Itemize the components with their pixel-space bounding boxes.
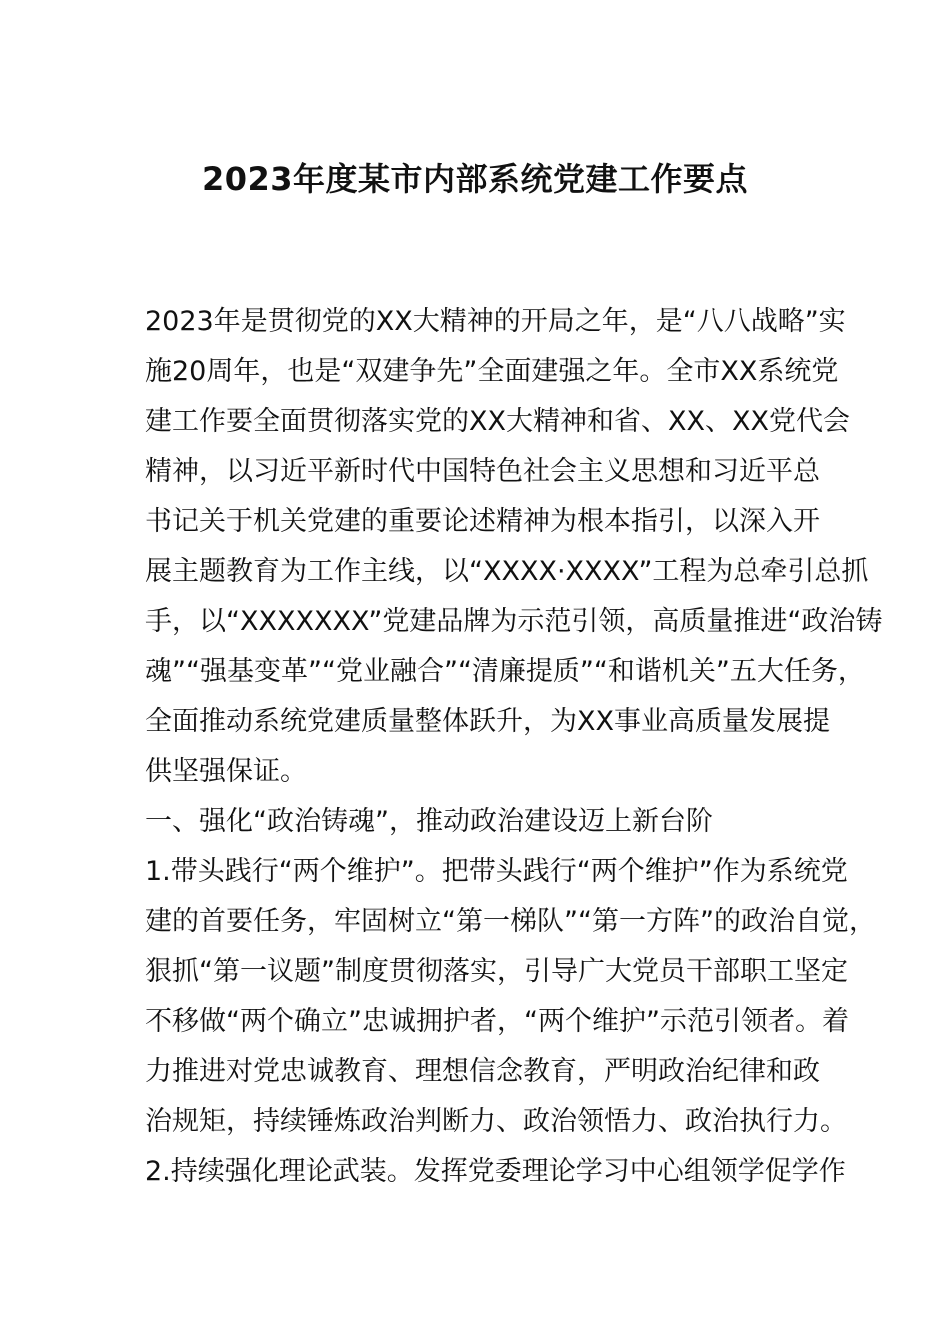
document-title: 2023年度某市内部系统党建工作要点 <box>201 160 749 198</box>
body-line: 供坚强保证。 <box>145 756 307 787</box>
body-line: 力推进对党忠诚教育、理想信念教育，严明政治纪律和政 <box>145 1056 820 1087</box>
body-line: 不移做“两个确立”忠诚拥护者，“两个维护”示范引领者。着 <box>145 1006 849 1037</box>
body-line: 施20周年，也是“双建争先”全面建强之年。全市XX系统党 <box>145 356 839 387</box>
section-heading: 一、强化“政治铸魂”，推动政治建设迈上新台阶 <box>145 806 713 837</box>
body-line: 狠抓“第一议题”制度贯彻落实，引导广大党员干部职工坚定 <box>145 956 848 987</box>
body-line: 2.持续强化理论武装。发挥党委理论学习中心组领学促学作 <box>145 1156 846 1187</box>
body-line: 魂”“强基变革”“党业融合”“清廉提质”“和谐机关”五大任务， <box>145 656 865 687</box>
body-line: 建的首要任务，牢固树立“第一梯队”“第一方阵”的政治自觉， <box>145 906 876 937</box>
body-line: 治规矩，持续锤炼政治判断力、政治领悟力、政治执行力。 <box>145 1106 847 1137</box>
body-line: 1.带头践行“两个维护”。把带头践行“两个维护”作为系统党 <box>145 856 848 887</box>
body-line: 建工作要全面贯彻落实党的XX大精神和省、XX、XX党代会 <box>145 406 850 437</box>
body-line: 全面推动系统党建质量整体跃升，为XX事业高质量发展提 <box>145 706 830 737</box>
body-line: 展主题教育为工作主线，以“XXXX·XXXX”工程为总牵引总抓 <box>145 556 869 587</box>
body-line: 手，以“XXXXXXX”党建品牌为示范引领，高质量推进“政治铸 <box>145 606 883 637</box>
document-body <box>145 297 883 1197</box>
body-line: 2023年是贯彻党的XX大精神的开局之年，是“八八战略”实 <box>145 306 846 337</box>
body-line: 精神，以习近平新时代中国特色社会主义思想和习近平总 <box>145 456 820 487</box>
body-line: 书记关于机关党建的重要论述精神为根本指引，以深入开 <box>145 506 820 537</box>
